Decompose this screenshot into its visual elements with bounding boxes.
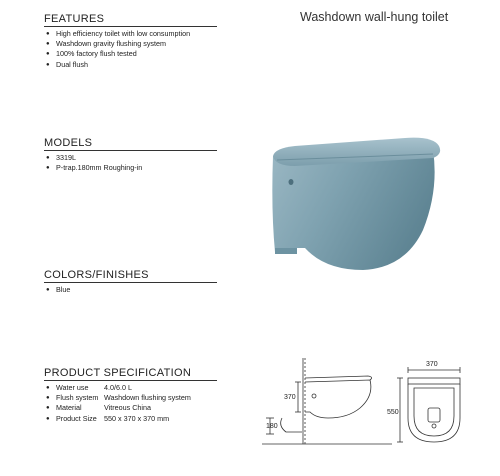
spec-label: Product Size	[56, 413, 97, 423]
bullet-icon: ●	[46, 61, 50, 68]
spec-row	[44, 383, 191, 393]
list-item: ● 3319L	[46, 153, 76, 162]
bullet-icon: ●	[46, 405, 50, 412]
bullet-icon: ●	[46, 51, 50, 58]
bullet-icon: ●	[46, 415, 50, 422]
toilet-product-image	[255, 120, 450, 290]
spec-label: Material	[56, 403, 82, 413]
models-heading: MODELS	[44, 137, 217, 151]
features-list	[44, 29, 190, 70]
list-item: ● P-trap.180mm Roughing-in	[46, 163, 143, 173]
bullet-icon: ●	[46, 31, 50, 37]
bullet-icon: ●	[46, 395, 50, 402]
spec-row	[44, 393, 191, 403]
spec-label: Water use	[56, 383, 89, 392]
spec-value: 4.0/6.0 L	[104, 383, 132, 392]
top-length-label: 550	[387, 409, 399, 416]
bullet-icon: ●	[46, 165, 50, 172]
spec-row	[44, 414, 191, 424]
top-view-drawing	[397, 367, 460, 442]
inlet-hole	[289, 179, 294, 185]
bullet-icon: ●	[46, 155, 50, 161]
spec-label: Flush system	[56, 393, 99, 403]
list-item: ● Washdown gravity flushing system	[46, 39, 166, 49]
spec-heading: PRODUCT SPECIFICATION	[44, 367, 217, 381]
colors-heading: COLORS/FINISHES	[44, 269, 217, 283]
spec-value: Vitreous China	[104, 403, 152, 413]
spec-value: Washdown flushing system	[104, 393, 191, 403]
bullet-icon: ●	[46, 41, 50, 48]
features-heading: FEATURES	[44, 13, 217, 27]
spec-value: 550 x 370 x 370 mm	[104, 413, 170, 423]
list-item: ● Dual flush	[46, 59, 88, 69]
bullet-icon: ●	[46, 287, 50, 293]
bullet-icon: ●	[46, 385, 50, 391]
list-item: ● 100% factory flush tested	[46, 49, 137, 59]
list-item: ● High efficiency toilet with low consumption	[46, 29, 191, 38]
spec-row	[44, 403, 191, 413]
side-view-drawing	[262, 358, 392, 444]
technical-drawings	[262, 356, 482, 456]
list-item: ● Blue	[46, 285, 71, 294]
models-list	[44, 153, 142, 173]
side-roughing-label: 180	[266, 423, 278, 430]
top-width-label: 370	[426, 361, 438, 368]
side-height-label: 370	[284, 394, 296, 401]
spec-list	[44, 383, 191, 424]
page-title: Washdown wall-hung toilet	[300, 10, 449, 24]
colors-list	[44, 285, 70, 295]
base-step	[275, 248, 297, 254]
